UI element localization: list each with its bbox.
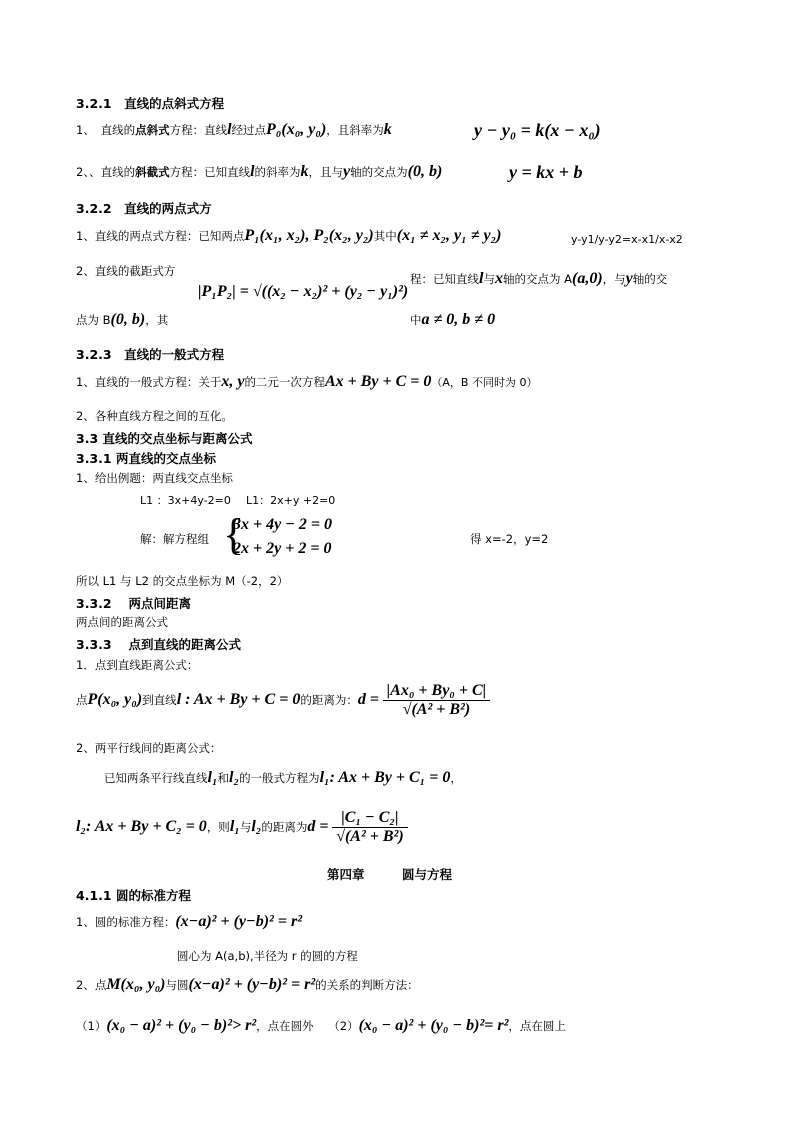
math-condition: a ≠ 0, b ≠ 0: [421, 311, 496, 328]
section-heading-3-2-1: 3.2.1 直线的点斜式方程: [76, 96, 225, 111]
math-case-2: (x₀ − a)² + (y₀ − b)²: [358, 1017, 485, 1034]
intercept-line-continued: [76, 311, 168, 329]
fraction-denominator: √(A² + B²): [336, 828, 404, 845]
text: 其中: [373, 229, 397, 243]
section-heading-3-3-2: 3.3.2 两点间距离: [76, 596, 191, 611]
fraction-numerator: |Ax₀ + By₀ + C|: [383, 682, 491, 701]
math-circle-formula: (x−a)² + (y−b)² = r²: [175, 913, 302, 930]
text: 和: [217, 771, 230, 785]
parallel-distance-fraction: [332, 809, 408, 846]
text: 1、直线的一般式方程：关于: [76, 375, 222, 389]
parallel-lines-line: [104, 769, 462, 787]
section-heading-3-3: 3.3 直线的交点坐标与距离公式: [76, 431, 253, 446]
distance-formula: |P₁P₂| = √((x₂ − x₂)² + (y₂ − y₁)²): [198, 283, 409, 300]
math-points: P₁(x₁, x₂), P₂(x₂, y₂): [244, 227, 374, 244]
slope-intercept-line: [76, 163, 442, 181]
text: 轴的交点为: [350, 165, 408, 179]
math-line: l : Ax + By + C = 0: [176, 691, 301, 708]
math-l2: l₂: [251, 818, 262, 835]
intersection-conclusion: 所以 L1 与 L2 的交点坐标为 M（-2，2）: [76, 574, 289, 588]
circle-description: 圆心为 A(a,b),半径为 r 的圆的方程: [177, 949, 358, 963]
point-line-distance-label: 1．点到直线距离公式：: [76, 658, 199, 672]
left-brace: {: [223, 510, 245, 559]
text: 中: [410, 313, 422, 327]
item-label: 2、、直线的: [76, 165, 136, 179]
two-point-formula: y-y1/y-y2=x-x1/x-x2: [571, 233, 683, 246]
item-label: 1、 直线的: [76, 123, 136, 137]
note: （A，B 不同时为 0）: [431, 376, 538, 389]
math-equal: = r²: [484, 1017, 509, 1034]
text: 方程：直线: [169, 123, 228, 137]
section-heading-3-2-2: 3.2.2 直线的两点式方: [76, 201, 212, 216]
math-k: k: [300, 163, 309, 180]
math-y: y: [343, 163, 351, 180]
fraction-numerator: |C₁ − C₂|: [332, 809, 408, 828]
case-number: （1）: [76, 1019, 107, 1033]
system-equation-1: 3x + 4y − 2 = 0: [233, 516, 333, 533]
math-x: x: [494, 270, 503, 287]
math-l: l: [227, 121, 232, 138]
parallel-distance-line: [76, 809, 408, 846]
text: ，且与: [308, 165, 344, 179]
math-k: k: [383, 121, 392, 138]
parallel-distance-label: 2、两平行线间的距离公式：: [76, 741, 222, 755]
point-line-distance-line: [76, 682, 490, 719]
math-general-formula: Ax + By + C = 0: [324, 373, 432, 390]
text: 轴的交: [632, 272, 668, 286]
system-equation-2: 2x + 2y + 2 = 0: [233, 540, 332, 557]
line-l1-equation: L1 ：3x+4y-2=0: [140, 494, 231, 507]
math-point-b: (0, b): [110, 311, 146, 328]
general-form-line: [76, 373, 537, 391]
text: 点为 B: [76, 313, 111, 327]
math-d: d =: [307, 818, 329, 835]
math-point: (0, b): [407, 163, 443, 180]
math-point-a: (a,0): [571, 270, 603, 287]
text: 与: [239, 820, 252, 834]
fraction-denominator: √(A² + B²): [402, 701, 471, 718]
intercept-right-text: [410, 270, 667, 288]
text: 1、直线的两点式方程：已知两点: [76, 229, 245, 243]
text: ，则: [206, 820, 230, 834]
text: 2、点: [76, 978, 107, 992]
math-condition: (x₁ ≠ x₂, y₁ ≠ y₂): [396, 227, 502, 244]
point-slope-formula: y − y₀ = k(x − x₀): [474, 120, 601, 140]
math-y: y: [625, 270, 633, 287]
distance-fraction: [383, 682, 491, 719]
circle-standard-line: [76, 913, 302, 931]
math-case-1: (x₀ − a)² + (y₀ − b)²: [106, 1017, 232, 1034]
math-l2-equation: l₂: Ax + By + C₂ = 0: [76, 818, 207, 835]
section-heading-3-2-3: 3.2.3 直线的一般式方程: [76, 347, 225, 362]
chapter-title: 第四章 圆与方程: [327, 867, 453, 882]
text: 与: [483, 272, 495, 286]
section-heading-3-3-1: 3.3.1 两直线的交点坐标: [76, 451, 216, 466]
text: 点: [76, 693, 88, 707]
text: 已知两条平行线直线: [104, 771, 208, 785]
solution-result: 得 x=-2，y=2: [470, 532, 549, 546]
text: 1、圆的标准方程：: [76, 915, 176, 929]
text: 与圆: [165, 978, 189, 992]
point-circle-relation-line: [76, 976, 419, 994]
math-circle-formula: (x−a)² + (y−b)² = r²: [188, 976, 316, 993]
bold-term: 斜截式: [135, 165, 170, 179]
section-heading-4-1-1: 4.1.1 圆的标准方程: [76, 888, 191, 903]
intercept-condition: [410, 311, 495, 329]
text: 的一般式方程为: [239, 771, 320, 785]
math-xy: x, y: [221, 373, 245, 390]
math-greater: > r²: [232, 1017, 257, 1034]
slope-intercept-formula: y = kx + b: [509, 162, 583, 182]
case-number: （2）: [328, 1019, 359, 1033]
text: 轴的交点为 A: [502, 272, 572, 286]
math-l: l: [479, 270, 484, 287]
math-l2: l₂: [229, 769, 240, 786]
text: ，与: [602, 272, 626, 286]
math-l: l: [250, 163, 255, 180]
example-intro: 1、给出例题：两直线交点坐标: [76, 471, 233, 485]
text: ，: [450, 771, 462, 785]
text: 到直线: [142, 693, 177, 707]
text: 程：已知直线: [410, 272, 479, 286]
conversion-line: 2、各种直线方程之间的互化。: [76, 409, 233, 423]
point-slope-line: [76, 121, 392, 139]
text: 的关系的判断方法：: [315, 978, 419, 992]
text: 经过点: [231, 123, 267, 137]
math-d: d =: [357, 691, 379, 708]
text: 方程：已知直线: [169, 165, 251, 179]
math-l1: l₁: [207, 769, 218, 786]
math-point: P₀(x₀, y₀): [266, 121, 327, 138]
line-l2-equation: L1：2x+y +2=0: [246, 494, 336, 507]
two-point-line: [76, 227, 502, 245]
point-circle-cases: [76, 1017, 566, 1035]
text: 的二元一次方程: [244, 375, 325, 389]
math-l1-equation: l₁: Ax + By + C₁ = 0: [319, 769, 451, 786]
distance-text: 两点间的距离公式: [76, 615, 168, 629]
math-l1: l₁: [229, 818, 240, 835]
intercept-line-label: 2、直线的截距式方: [76, 264, 176, 278]
solve-label: 解：解方程组: [140, 532, 209, 546]
math-point: M(x₀, y₀): [106, 976, 166, 993]
section-heading-3-3-3: 3.3.3 点到直线的距离公式: [76, 637, 241, 652]
math-point: P(x₀, y₀): [87, 691, 143, 708]
text: ，其: [145, 313, 169, 327]
text: 的距离为: [261, 820, 308, 834]
text: ，点在圆上: [508, 1019, 566, 1033]
text: 的距离为：: [300, 693, 358, 707]
text: ，点在圆外: [256, 1019, 314, 1033]
text: 的斜率为: [254, 165, 301, 179]
text: ，且斜率为: [326, 123, 384, 137]
bold-term: 点斜式: [135, 123, 170, 137]
